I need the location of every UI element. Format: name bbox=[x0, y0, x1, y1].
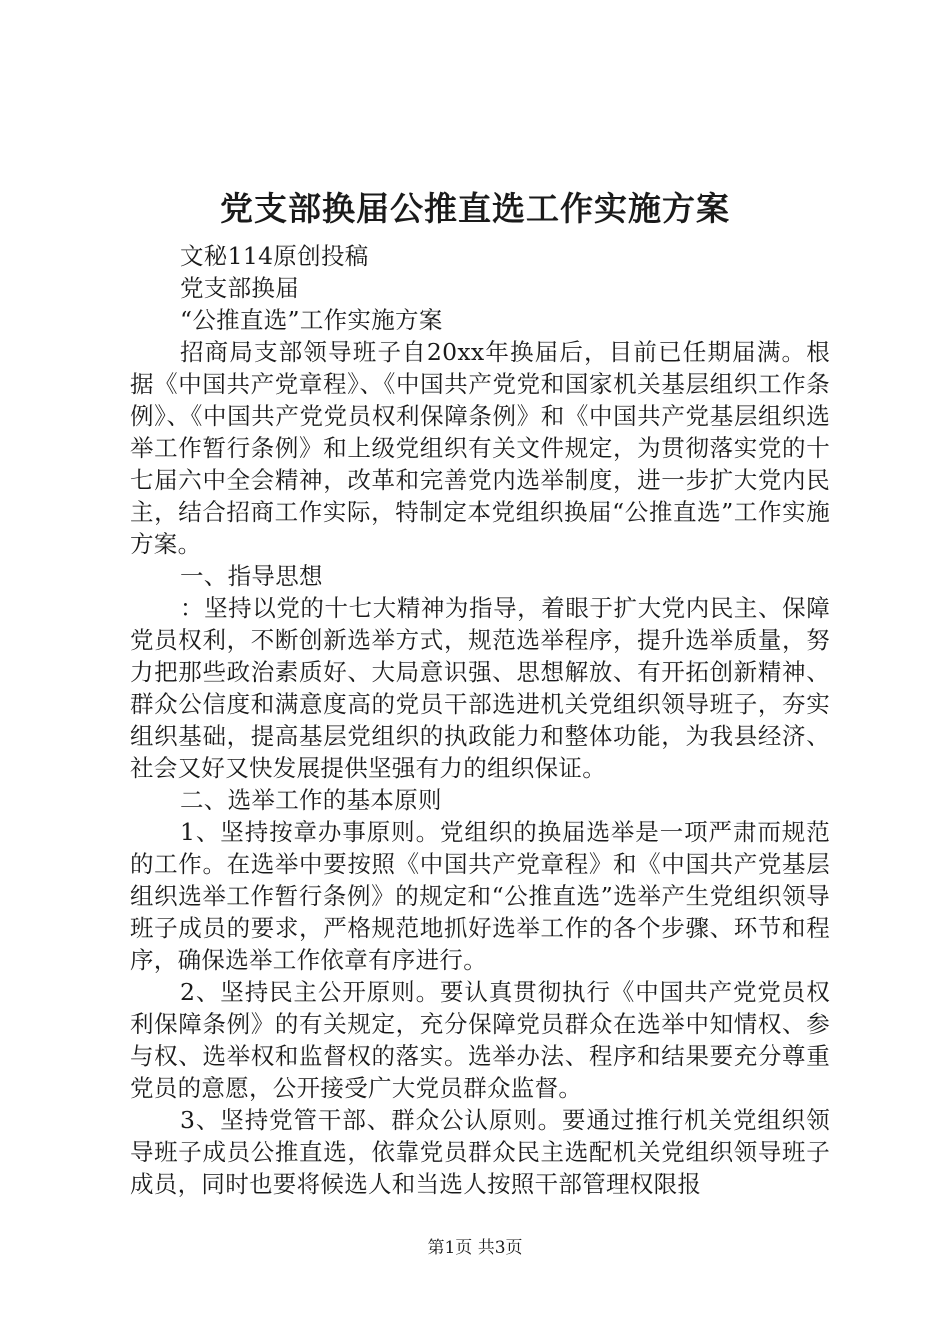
paragraph-source: 文秘114原创投稿 bbox=[180, 242, 369, 270]
paragraph-intro: 招商局支部领导班子自20xx年换届后，目前已任期届满。根据《中国共产党章程》、《中国共产党党和国家机关基层组织工作条例》、《中国共产党党员权利保障条例》和《中国共产党基层组织选举工作暂行条例》和上级党组织有关文件规定，为贯彻落实党的十七届六中全会精神，改革和完善党内选举制度，进一步扩大党内民主，结合招商工作实际，特制定本党组织换届“公推直选”工作实施方案。 bbox=[130, 338, 830, 558]
document-body bbox=[130, 240, 830, 1200]
section-heading-guiding-ideology: 一、指导思想 bbox=[180, 562, 323, 590]
paragraph-subtitle-2: “公推直选”工作实施方案 bbox=[180, 306, 443, 334]
paragraph-principle-3: 3、坚持党管干部、群众公认原则。要通过推行机关党组织领导班子成员公推直选，依靠党员群众民主选配机关党组织领导班子成员，同时也要将候选人和当选人按照干部管理权限报 bbox=[130, 1106, 830, 1198]
paragraph-subtitle-1: 党支部换届 bbox=[180, 274, 299, 302]
page-number-footer: 第1页 共3页 bbox=[427, 1238, 523, 1258]
paragraph-guiding-ideology: ：坚持以党的十七大精神为指导，着眼于扩大党内民主、保障党员权利，不断创新选举方式，规范选举程序，提升选举质量，努力把那些政治素质好、大局意识强、思想解放、有开拓创新精神、群众公信度和满意度高的党员干部选进机关党组织领导班子，夯实组织基础，提高基层党组织的执政能力和整体功能，为我县经济、社会又好又快发展提供坚强有力的组织保证。 bbox=[130, 594, 830, 782]
paragraph-principle-2: 2、坚持民主公开原则。要认真贯彻执行《中国共产党党员权利保障条例》的有关规定，充分保障党员群众在选举中知情权、参与权、选举权和监督权的落实。选举办法、程序和结果要充分尊重党员的意愿，公开接受广大党员群众监督。 bbox=[130, 978, 830, 1102]
document-title: 党支部换届公推直选工作实施方案 bbox=[220, 189, 730, 228]
section-heading-principles: 二、选举工作的基本原则 bbox=[180, 786, 442, 814]
paragraph-principle-1: 1、坚持按章办事原则。党组织的换届选举是一项严肃而规范的工作。在选举中要按照《中国共产党章程》和《中国共产党基层组织选举工作暂行条例》的规定和“公推直选”选举产生党组织领导班子成员的要求，严格规范地抓好选举工作的各个步骤、环节和程序，确保选举工作依章有序进行。 bbox=[130, 818, 830, 974]
